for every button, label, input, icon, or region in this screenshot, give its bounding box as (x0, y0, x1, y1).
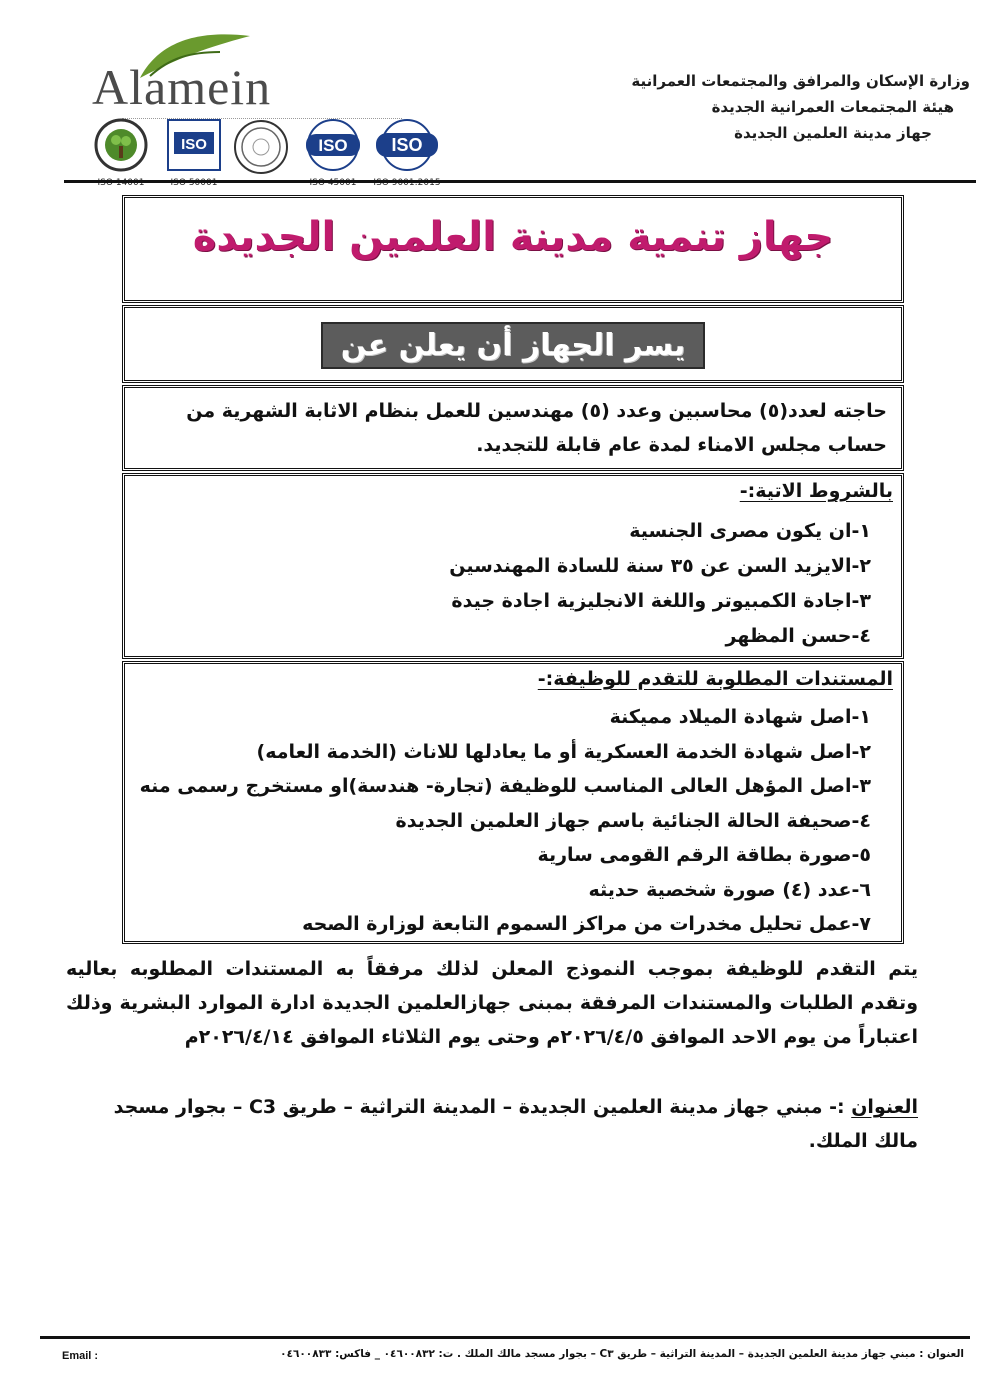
document-item: ٥-صورة بطاقة الرقم القومى سارية (537, 844, 871, 866)
document-item: ٧-عمل تحليل مخدرات من مراكز السموم التابعة لوزارة الصحه (302, 913, 871, 935)
address-label: العنوان (851, 1096, 918, 1118)
iso-50001-badge (166, 118, 222, 188)
logo-text: Alamein (92, 59, 272, 115)
conditions-list (139, 514, 871, 654)
tree-icon (90, 118, 152, 172)
address-text: :- مبني جهاز مدينة العلمين الجديدة – المدينة التراثية – طريق C3 – بجوار مسجد مالك الملك. (113, 1096, 918, 1152)
footer-email-label: Email : (62, 1350, 99, 1362)
iso-logo-icon (300, 118, 366, 172)
application-instructions (66, 952, 918, 1054)
iso-9001-label: ISO 9001:2015 (373, 178, 441, 188)
conditions-box (122, 473, 904, 659)
documents-list (139, 700, 871, 942)
iso-logo-icon (372, 118, 442, 172)
iso-45001-label: ISO 45001 (309, 178, 357, 188)
iso-45001-badge (300, 118, 366, 188)
ministry-line-1: وزارة الإسكان والمرافق والمجتمعات العمرانية (631, 72, 970, 90)
document-item: ١-اصل شهادة الميلاد مميكنة (609, 706, 871, 728)
alamein-logo (82, 30, 392, 115)
footer-divider (40, 1336, 970, 1339)
ministry-line-2: هيئة المجتمعات العمرانية الجديدة (711, 98, 954, 116)
conditions-heading: بالشروط الاتية:- (739, 480, 893, 502)
title-box (122, 195, 904, 303)
condition-item: ٣-اجادة الكمبيوتر واللغة الانجليزية اجادة جيدة (451, 590, 871, 612)
iso-9001-badge (372, 118, 442, 188)
documents-heading: المستندات المطلوبة للتقدم للوظيفة:- (537, 668, 893, 690)
svg-text:ISO: ISO (181, 136, 207, 153)
documents-box (122, 661, 904, 944)
iso-14001-badge (90, 118, 152, 188)
seal-icon (232, 118, 290, 176)
document-item: ٣-اصل المؤهل العالى المناسب للوظيفة (تجارة- هندسة)او مستخرج رسمى منه (139, 775, 871, 797)
subtitle-box (122, 305, 904, 383)
iso-logo-icon (166, 118, 222, 172)
certification-seal (232, 118, 290, 180)
condition-item: ١-ان يكون مصرى الجنسية (629, 520, 871, 542)
condition-item: ٤-حسن المظهر (725, 625, 871, 647)
address-block (66, 1090, 918, 1158)
certification-badges (90, 118, 450, 188)
ministry-line-3: جهاز مدينة العلمين الجديدة (734, 124, 932, 142)
announcement-subtitle: يسر الجهاز أن يعلن عن (321, 322, 706, 369)
iso-14001-label: ISO 14001 (97, 178, 145, 188)
svg-text:ISO: ISO (391, 135, 423, 155)
iso-50001-label: ISO 50001 (170, 178, 218, 188)
condition-item: ٢-الايزيد السن عن ٣٥ سنة للسادة المهندسين (449, 555, 871, 577)
intro-text: حاجته لعدد(٥) محاسبين وعدد (٥) مهندسين للعمل بنظام الاثابة الشهرية من حساب مجلس الامناء لمدة عام قابلة للتجديد. (186, 400, 887, 456)
ministry-heading (550, 68, 970, 146)
closing-text: يتم التقدم للوظيفة بموجب النموذج المعلن لذلك مرفقاً به المستندات المطلوبه بعاليه وتقدم الطلبات والمستندات المرفقة بمبنى جهازالعلمين الجديدة ادارة الموارد البشرية وذلك اعتباراً من يوم الاحد الموافق ٢٠٢٦/٤/٥م وحتى يوم الثلاثاء الموافق ٢٠٢٦/٤/١٤م (66, 958, 918, 1048)
document-item: ٤-صحيفة الحالة الجنائية باسم جهاز العلمين الجديدة (395, 809, 871, 832)
footer-address: العنوان : مبني جهاز مدينة العلمين الجديدة – المدينة التراثية – طريق C٣ – بجوار مسجد مالك الملك . ت: ٠٤٦٠٠٨٣٢ _ فاكس: ٠٤٦٠٠٨٣٣ (280, 1348, 964, 1360)
document-item: ٦-عدد (٤) صورة شخصية حديثه (588, 878, 871, 901)
document-item: ٢-اصل شهادة الخدمة العسكرية أو ما يعادلها للاناث (الخدمة العامه) (256, 740, 871, 763)
svg-text:ISO: ISO (318, 136, 348, 155)
header-divider (64, 180, 976, 183)
page-title: جهاز تنمية مدينة العلمين الجديدة (192, 214, 834, 260)
intro-box (122, 385, 904, 471)
